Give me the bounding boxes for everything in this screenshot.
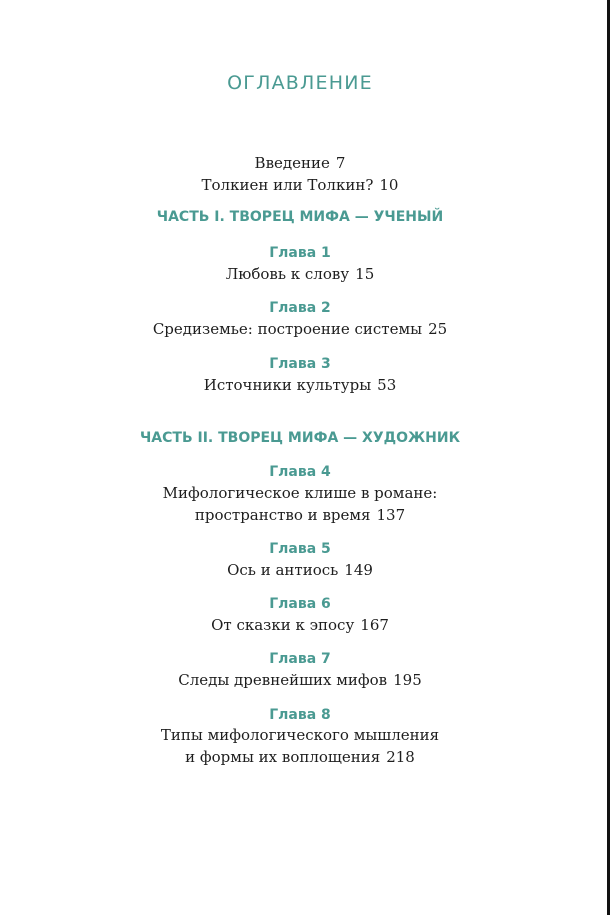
toc-entry-title: Толкиен или Толкин? xyxy=(201,176,374,194)
toc-entry-title: Введение xyxy=(254,154,330,172)
chapter-title-text: пространство и время xyxy=(194,506,371,524)
chapter-page: 218 xyxy=(386,748,415,766)
chapter-page: 195 xyxy=(393,671,422,689)
chapter-label-7: Глава 7 xyxy=(269,651,331,667)
chapter-title-text: Мифологическое клише в романе: xyxy=(162,484,438,502)
chapter-label-3: Глава 3 xyxy=(269,356,331,372)
chapter-label-2: Глава 2 xyxy=(269,300,331,316)
chapter-title-5 xyxy=(0,560,600,580)
chapter-title-text: Типы мифологического мышления xyxy=(160,726,440,744)
chapter-title-text: и формы их воплощения xyxy=(185,748,381,766)
chapter-title-3 xyxy=(0,375,600,395)
chapter-title-2 xyxy=(0,319,600,339)
chapter-title-1 xyxy=(0,264,600,284)
chapter-title-6 xyxy=(0,615,600,635)
chapter-title-8-line-2 xyxy=(0,747,600,767)
chapter-title-text: Следы древнейших мифов xyxy=(178,671,388,689)
page-title: ОГЛАВЛЕНИЕ xyxy=(227,72,373,94)
toc-entry-introduction xyxy=(0,153,600,173)
chapter-label-5: Глава 5 xyxy=(269,541,331,557)
chapter-label-1: Глава 1 xyxy=(269,245,331,261)
chapter-page: 15 xyxy=(355,265,375,283)
chapter-title-text: Источники культуры xyxy=(203,376,372,394)
chapter-page: 53 xyxy=(377,376,397,394)
chapter-page: 149 xyxy=(344,561,373,579)
chapter-title-text: Ось и антиось xyxy=(227,561,339,579)
toc-entry-page: 10 xyxy=(379,176,399,194)
toc-entry-tolkien xyxy=(0,175,600,195)
chapter-page: 137 xyxy=(376,506,406,524)
chapter-title-8-line-1 xyxy=(0,725,600,745)
chapter-page: 25 xyxy=(428,320,448,338)
part-heading-1: ЧАСТЬ I. ТВОРЕЦ МИФА — УЧЕНЫЙ xyxy=(156,209,444,225)
chapter-title-text: От сказки к эпосу xyxy=(211,616,355,634)
chapter-title-4-line-2 xyxy=(0,505,600,525)
chapter-title-text: Средиземье: построение системы xyxy=(152,320,423,338)
chapter-title-text: Любовь к слову xyxy=(225,265,350,283)
chapter-label-8: Глава 8 xyxy=(269,707,331,723)
chapter-page: 167 xyxy=(360,616,389,634)
chapter-title-7 xyxy=(0,670,600,690)
part-heading-2: ЧАСТЬ II. ТВОРЕЦ МИФА — ХУДОЖНИК xyxy=(139,430,461,446)
toc-entry-page: 7 xyxy=(335,154,346,172)
chapter-title-4-line-1 xyxy=(0,483,600,503)
chapter-label-6: Глава 6 xyxy=(269,596,331,612)
chapter-label-4: Глава 4 xyxy=(269,464,331,480)
